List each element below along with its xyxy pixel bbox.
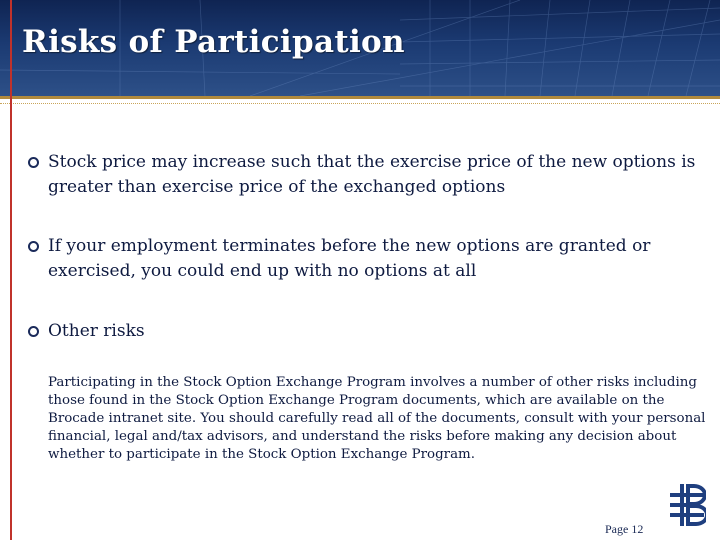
bullet-text: If your employment terminates before the new options are granted or exercised, you could end up with no options at all bbox=[48, 236, 651, 281]
left-red-rule bbox=[10, 0, 12, 540]
bullet-item bbox=[28, 150, 720, 200]
header-dotted-rule bbox=[0, 103, 720, 104]
title-banner bbox=[0, 0, 720, 96]
bullet-item bbox=[28, 319, 720, 344]
slide-title: Risks of Participation bbox=[22, 24, 405, 60]
bullet-text: Stock price may increase such that the exercise price of the new options is greater than exercise price of the exchanged options bbox=[48, 152, 696, 197]
bullet-icon bbox=[28, 326, 39, 337]
bullet-text: Other risks bbox=[48, 321, 145, 341]
bullet-icon bbox=[28, 241, 39, 252]
header-gold-rule bbox=[0, 96, 720, 99]
page-number: Page 12 bbox=[605, 522, 644, 536]
bullet-item bbox=[28, 234, 720, 284]
brocade-b-logo-icon bbox=[666, 484, 706, 526]
bullet-icon bbox=[28, 157, 39, 168]
other-risks-paragraph: Participating in the Stock Option Exchange Program involves a number of other risks including those found in the Stock Option Exchange Program documents, which are available on the Brocade intranet site. You should carefully read all of the documents, consult with your personal financial, legal and/tax advisors, and understand the risks before making any decision about whether to participate in the Stock Option Exchange Program. bbox=[48, 375, 706, 462]
